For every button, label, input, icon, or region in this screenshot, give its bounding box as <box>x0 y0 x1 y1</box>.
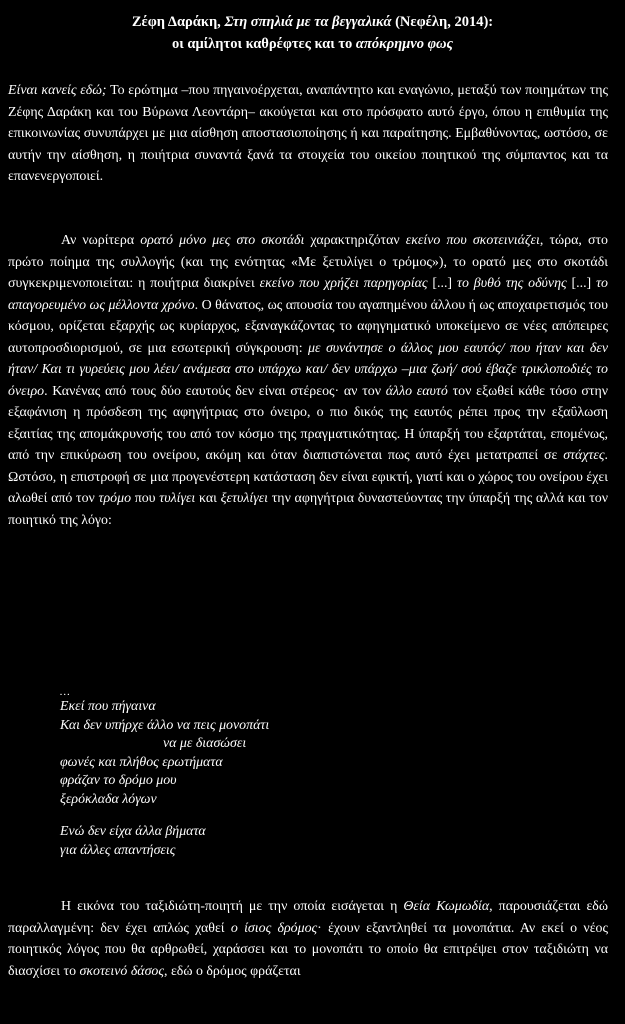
p2-quote: τυλίγει <box>159 491 196 506</box>
title-author: Ζέφη Δαράκη, <box>131 14 225 30</box>
p3-text: , παρουσιάζεται εδώ παραλλαγμένη: δεν έχει απλώς χαθεί <box>8 899 608 936</box>
poem-excerpt <box>60 686 560 860</box>
p2-text: . Ο θάνατος, ως απουσία του αγαπημένου άλλου ή ως αποχαιρετισμός του κόσμου, ορίζεται εξαρχής ως κυρίαρχος, εξαναγκάζοντας το αφηγηματικό υποκείμενο σε νέες απόπειρες αυτοπροσδιορισμού, σε μια εσωτερική σύγκρουση: <box>8 297 608 356</box>
p2-quote: το βυθό της οδύνης <box>456 276 567 291</box>
stanza-break <box>60 809 560 823</box>
title-book: Στη σπηλιά με τα βεγγαλικά <box>224 14 392 30</box>
article-title-line-1 <box>0 12 625 32</box>
p2-quote: εκείνο που σκοτεινιάζει <box>405 233 540 248</box>
paragraph-2 <box>8 230 608 531</box>
p2-quote: άλλο εαυτό <box>385 383 448 399</box>
p2-quote: ξετυλίγει <box>220 491 269 506</box>
p2-quote: τρόμο <box>98 491 132 506</box>
poem-line: φράζαν το δρόμο μου <box>60 773 177 788</box>
p2-text: , τώρα, στο πρώτο ποίημα της συλλογής (και της ενότητας «Με ξετυλίγει ο τρόμος»), το ορατό μες στο σκοτάδι συγκεκριμενοποιείται: η ποιήτρια διακρίνει <box>8 233 608 291</box>
article-title-line-2 <box>0 34 625 54</box>
title-subtitle: οι αμίλητοι καθρέφτες και το <box>171 36 356 52</box>
p2-text: [...] <box>427 276 457 291</box>
p2-text: χαρακτηριζόταν <box>304 233 406 248</box>
poem-line: φωνές και πλήθος ερωτήματα <box>60 754 223 770</box>
title-publisher: (Νεφέλη, 2014): <box>391 14 494 30</box>
p2-text: [...] <box>566 276 597 291</box>
poem-line: για άλλες απαντήσεις <box>60 842 176 858</box>
p2-text: . Ωστόσο, η επιστροφή σε μια προγενέστερη κατάσταση δεν είναι εφικτή, γιατί και ο χώρος του ονείρου έχει αλωθεί από τον <box>8 448 608 506</box>
p2-text: τον εξωθεί κάθε τόσο στην εξαφάνιση η πρόσδεση της αφηγήτριας στο όνειρο, ο πιο δικός της εαυτός ρέπει προς την εξαΰλωση εξαιτίας της απομάκρυνσής του από τον κόσμο της πραγματικότητας. Η ύπαρξή του εξαρτάται, επομένως, από την επικύρωση του ονείρου, ακόμη και όταν διαπιστώνεται πως αυτό έχει μετατραπεί σε <box>8 383 608 463</box>
p3-quote: Θεία Κωμωδία <box>403 899 490 914</box>
p2-quote: με συνάντησε ο άλλος μου εαυτός/ που ήταν και δεν ήταν/ Και τι γυρεύεις μου λέει/ ανάμεσα στο υπάρχω και/ δεν υπάρχω –μια ζωή/ σού έβαζε τρικλοποδιές το όνειρο <box>8 340 608 399</box>
poem-ellipsis: … <box>60 686 70 698</box>
title-subtitle-italic: απόκρημνο φως <box>355 36 454 52</box>
p2-quote: στάχτες <box>563 448 605 463</box>
p2-text: και <box>195 491 221 506</box>
paragraph-3 <box>8 896 608 982</box>
p2-text: . Κανένας από τους δύο εαυτούς δεν είναι στέρεος· αν τον <box>44 383 386 399</box>
poem-line-indented: να με διασώσει <box>163 736 247 751</box>
poem-line: Και δεν υπήρχε άλλο να πεις μονοπάτι <box>60 717 270 733</box>
p2-text: που <box>131 491 160 506</box>
poem-line: Ενώ δεν είχα άλλα βήματα <box>60 824 206 839</box>
p2-text: την αφηγήτρια δυναστεύοντας την ύπαρξή της αλλά και τον ποιητικό της λόγο: <box>8 491 609 528</box>
p2-quote: εκείνο που χρήζει παρηγορίας <box>259 276 428 291</box>
poem-line: ξερόκλαδα λόγων <box>60 791 157 807</box>
opening-question: Είναι κανείς εδώ; <box>8 83 107 98</box>
p2-text: Αν νωρίτερα <box>61 233 141 248</box>
paragraph-1 <box>8 80 608 188</box>
p3-text: Η εικόνα του ταξιδιώτη-ποιητή με την οποία εισάγεται η <box>61 899 404 914</box>
p3-quote: σκοτεινό δάσος <box>79 963 165 979</box>
p3-quote: ο ίσιος δρόμος <box>230 920 318 936</box>
p2-quote: το απαγορευμένο ως μέλλοντα χρόνο <box>8 276 608 313</box>
paragraph-1-text: Το ερώτημα –που πηγαινοέρχεται, αναπάντητο και εναγώνιο, μεταξύ των ποιημάτων της Ζέφης Δαράκη και του Βύρωνα Λεοντάρη– ακούγεται και στο πρόσφατο αυτό έργο, όπου η επιθυμία της επικοινωνίας συνυπάρχει με μια αίσθηση αποστασιοποίησης ή και παραίτησης. Εμβαθύνοντας, ωστόσο, σε αυτήν την αίσθηση, η ποιήτρια συναντά ξανά τα στοιχεία του οικείου ποιητικού της σύμπαντος και τα επανενεργοποιεί. <box>8 83 608 184</box>
p3-text: · έχουν εξαντληθεί τα μονοπάτια. Αν εκεί ο νέος ποιητικός λόγος που θα αρθρωθεί, χαράσσει και το μονοπάτι το οποίο θα επιτρέψει στον ταξιδιώτη να διασχίσει το <box>8 920 608 979</box>
p2-quote: ορατό μόνο μες στο σκοτάδι <box>140 233 305 248</box>
p3-text: , εδώ ο δρόμος φράζεται <box>164 963 301 979</box>
poem-line: Εκεί που πήγαινα <box>60 699 156 714</box>
